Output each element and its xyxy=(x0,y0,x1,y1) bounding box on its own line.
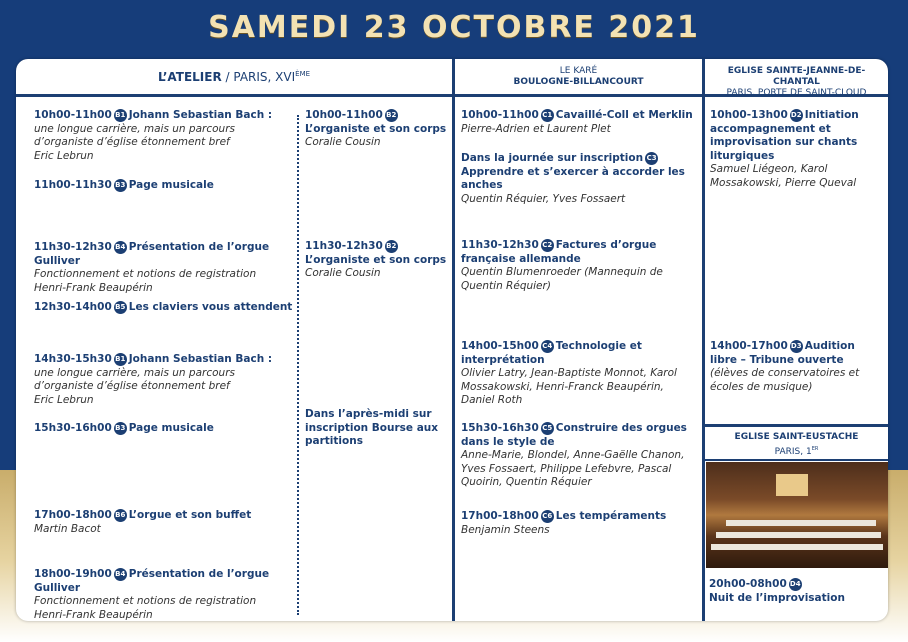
column-divider xyxy=(452,59,455,621)
page-title: SAMEDI 23 OCTOBRE 2021 xyxy=(208,10,700,45)
session-code-badge: C1 xyxy=(541,109,554,122)
event-atelier-a: 17h00-18h00 B6 L’orgue et son buffet Martin Bacot xyxy=(34,509,252,535)
event-kare: 10h00-11h00 C1 Cavaillé-Coll et Merklin Pierre-Adrien et Laurent Plet xyxy=(461,109,693,135)
session-code-badge: B4 xyxy=(114,241,127,254)
event-atelier-b: Dans l’après-midi sur inscription Bourse aux partitions xyxy=(305,408,439,447)
venue-header-eustache: EGLISE SAINT-EUSTACHE PARIS, 1ER xyxy=(734,432,859,457)
event-kare: Dans la journée sur inscription C3Apprendre et s’exercer à accorder les anches Quentin Réquier, Yves Fossaert xyxy=(461,152,685,205)
venue-divider xyxy=(702,424,888,427)
session-code-badge: B3 xyxy=(114,179,127,192)
session-code-badge: C3 xyxy=(645,152,658,165)
column-divider xyxy=(702,59,705,621)
session-code-badge: B1 xyxy=(114,109,127,122)
dotted-divider xyxy=(297,115,299,615)
event-kare: 11h30-12h30 C2 Factures d’orgue française allemande Quentin Blumenroeder (Mannequin de Quentin Réquier) xyxy=(461,239,663,292)
venue-header-chantal: EGLISE SAINTE-JEANNE-DE-CHANTAL PARIS, PORTE DE SAINT-CLOUD xyxy=(726,66,867,98)
event-chantal: 10h00-13h00 D2 Initiation accompagnement et improvisation sur chants liturgiques Samuel Liégeon, Karol Mossakowski, Pierre Queval xyxy=(710,109,859,189)
venue-header-kare: LE KARÉ BOULOGNE-BILLANCOURT xyxy=(513,66,644,87)
event-atelier-b: 10h00-11h00 B2L’organiste et son corps Coralie Cousin xyxy=(305,109,447,148)
session-code-badge: B3 xyxy=(114,422,127,435)
event-atelier-a: 11h30-12h30 B4 Présentation de l’orgue Gulliver Fonctionnement et notions de registration Henri-Frank Beaupérin xyxy=(34,241,270,294)
event-kare: 14h00-15h00 C4 Technologie et interprétation Olivier Latry, Jean-Baptiste Monnot, Karol Mossakowski, Henri-Franck Beaupérin, Daniel Roth xyxy=(461,340,677,406)
event-nuit: 20h00-08h00 D4 Nuit de l’improvisation xyxy=(709,578,845,604)
session-code-badge: B2 xyxy=(385,109,398,122)
schedule-panel xyxy=(16,59,888,621)
event-atelier-a: 12h30-14h00 B5 Les claviers vous attendent xyxy=(34,301,293,313)
organ-photo xyxy=(706,462,888,568)
session-code-badge: B6 xyxy=(114,509,127,522)
session-code-badge: B1 xyxy=(114,353,127,366)
event-kare: 15h30-16h30 C5 Construire des orgues dans le style de Anne-Marie, Blondel, Anne-Gaëlle Chanon, Yves Fossaert, Philippe Lefebvre, Pascal Quoirin, Quentin Réquier xyxy=(461,422,687,488)
event-atelier-a: 15h30-16h00 B3 Page musicale xyxy=(34,422,214,434)
session-code-badge: B4 xyxy=(114,568,127,581)
event-atelier-a: 14h30-15h30 B1 Johann Sebastian Bach : une longue carrière, mais un parcours d’organiste d’église étonnement bref Eric Lebrun xyxy=(34,353,273,406)
event-atelier-a: 11h00-11h30 B3 Page musicale xyxy=(34,179,214,191)
event-chantal: 14h00-17h00 D3 Audition libre – Tribune ouverte (élèves de conservatoires et écoles de musique) xyxy=(710,340,860,393)
venue-header-atelier: L’ATELIER / PARIS, XVIÈME xyxy=(157,70,311,84)
session-code-badge: C2 xyxy=(541,239,554,252)
session-code-badge: D2 xyxy=(790,109,803,122)
event-kare: 17h00-18h00 C6 Les tempéraments Benjamin Steens xyxy=(461,510,667,536)
session-code-badge: C5 xyxy=(541,422,554,435)
session-code-badge: C6 xyxy=(541,510,554,523)
event-atelier-a: 10h00-11h00 B1 Johann Sebastian Bach : une longue carrière, mais un parcours d’organiste d’église étonnement bref Eric Lebrun xyxy=(34,109,273,162)
session-code-badge: D3 xyxy=(790,340,803,353)
event-atelier-a: 18h00-19h00 B4 Présentation de l’orgue Gulliver Fonctionnement et notions de registration Henri-Frank Beaupérin xyxy=(34,568,270,621)
session-code-badge: B2 xyxy=(385,240,398,253)
session-code-badge: C4 xyxy=(541,340,554,353)
event-atelier-b: 11h30-12h30 B2L’organiste et son corps Coralie Cousin xyxy=(305,240,447,279)
venue-divider xyxy=(702,459,888,461)
session-code-badge: B5 xyxy=(114,301,127,314)
